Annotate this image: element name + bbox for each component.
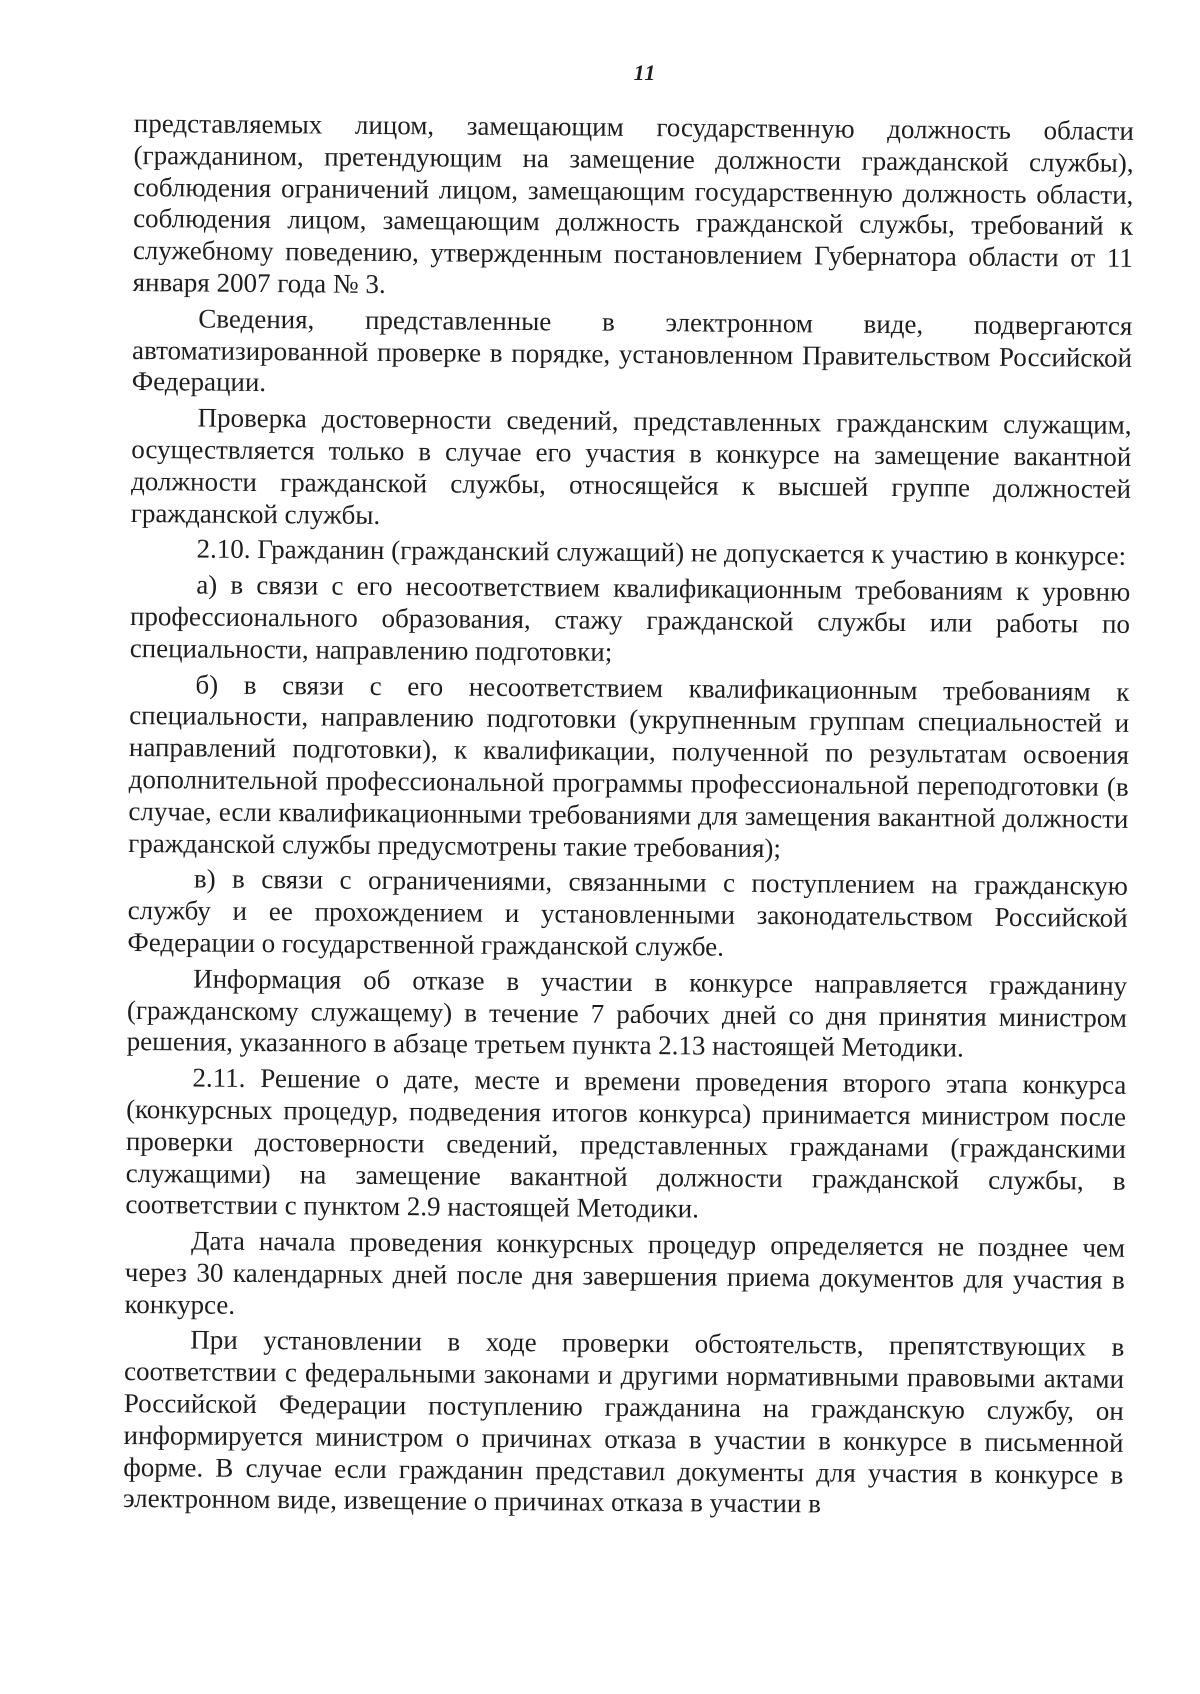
paragraph-refusal-info: Информация об отказе в участии в конкурсе направляется гражданину (гражданскому служащему) в течение 7 рабочих дней со дня принятия министром решения, указанного в абзаце третьем пункта 2.13 настоящей Методики. <box>126 963 1128 1063</box>
paragraph-clause-2-10: 2.10. Гражданин (гражданский служащий) не допускается к участию в конкурсе: <box>196 533 1127 572</box>
paragraph-clause-2-11: 2.11. Решение о дате, месте и времени проведения второго этапа конкурса (конкурсных процедур, подведения итогов конкурса) принимается министром после проверки достоверности сведений, представленных гражданами (гражданскими служащими) на замещение вакантной должности гражданской службы, в соответствии с пунктом 2.9 настоящей Методики. <box>125 1062 1127 1224</box>
paragraph-continuation: представляемых лицом, замещающим государственную должность области (гражданином, претендующим на замещение должности гражданской службы), соблюдения ограничений лицом, замещающим государственную должность области, соблюдения лицом, замещающим должность гражданской службы, требований к служебному поведению, утвержденным постановлением Губернатора области от 11 января 2007 года № 3. <box>132 108 1134 299</box>
paragraph-item-v: в) в связи с ограничениями, связанными с поступлением на гражданскую службу и ее прохождением и установленными законодательством Российской Федерации о государственной гражданской службе. <box>127 863 1129 962</box>
paragraph-start-date: Дата начала проведения конкурсных процедур определяется не позднее чем через 30 календарных дней после дня завершения приема документов для участия в конкурсе. <box>124 1225 1126 1320</box>
paragraph-circumstances: При установлении в ходе проверки обстоятельств, препятствующих в соответствии с федеральными законами и другими нормативными правовыми актами Российской Федерации поступлению гражданина на гражданскую службу, он информируется министром о причинах отказа в участии в конкурсе в письменной форме. В случае если гражданин представил документы для участия в конкурсе в электронном виде, извещение о причинах отказа в участии в <box>122 1324 1125 1519</box>
document-body <box>123 108 1134 1527</box>
page-number: 11 <box>633 60 657 85</box>
paragraph-item-a: а) в связи с его несоответствием квалификационным требованиям к уровню профессионального образования, стажу гражданской службы или работы по специальности, направлению подготовки; <box>129 569 1131 667</box>
paragraph-electronic-check: Сведения, представленные в электронном виде, подвергаются автоматизированной проверке в порядке, установленном Правительством Российской Федерации. <box>131 303 1133 398</box>
paragraph-item-b: б) в связи с его несоответствием квалификационным требованиям к специальности, направлению подготовки (укрупненным группам специальностей и направлений подготовки), к квалификации, полученной по результатам освоения дополнительной профессиональной программы профессиональной переподготовки (в случае, если квалификационными требованиями для замещения вакантной должности гражданской службы предусмотрены такие требования); <box>128 669 1130 863</box>
paragraph-verification: Проверка достоверности сведений, представленных гражданским служащим, осуществляется только в случае его участия в конкурсе на замещение вакантной должности гражданской службы, относящейся к высшей группе должностей гражданской службы. <box>130 402 1132 530</box>
